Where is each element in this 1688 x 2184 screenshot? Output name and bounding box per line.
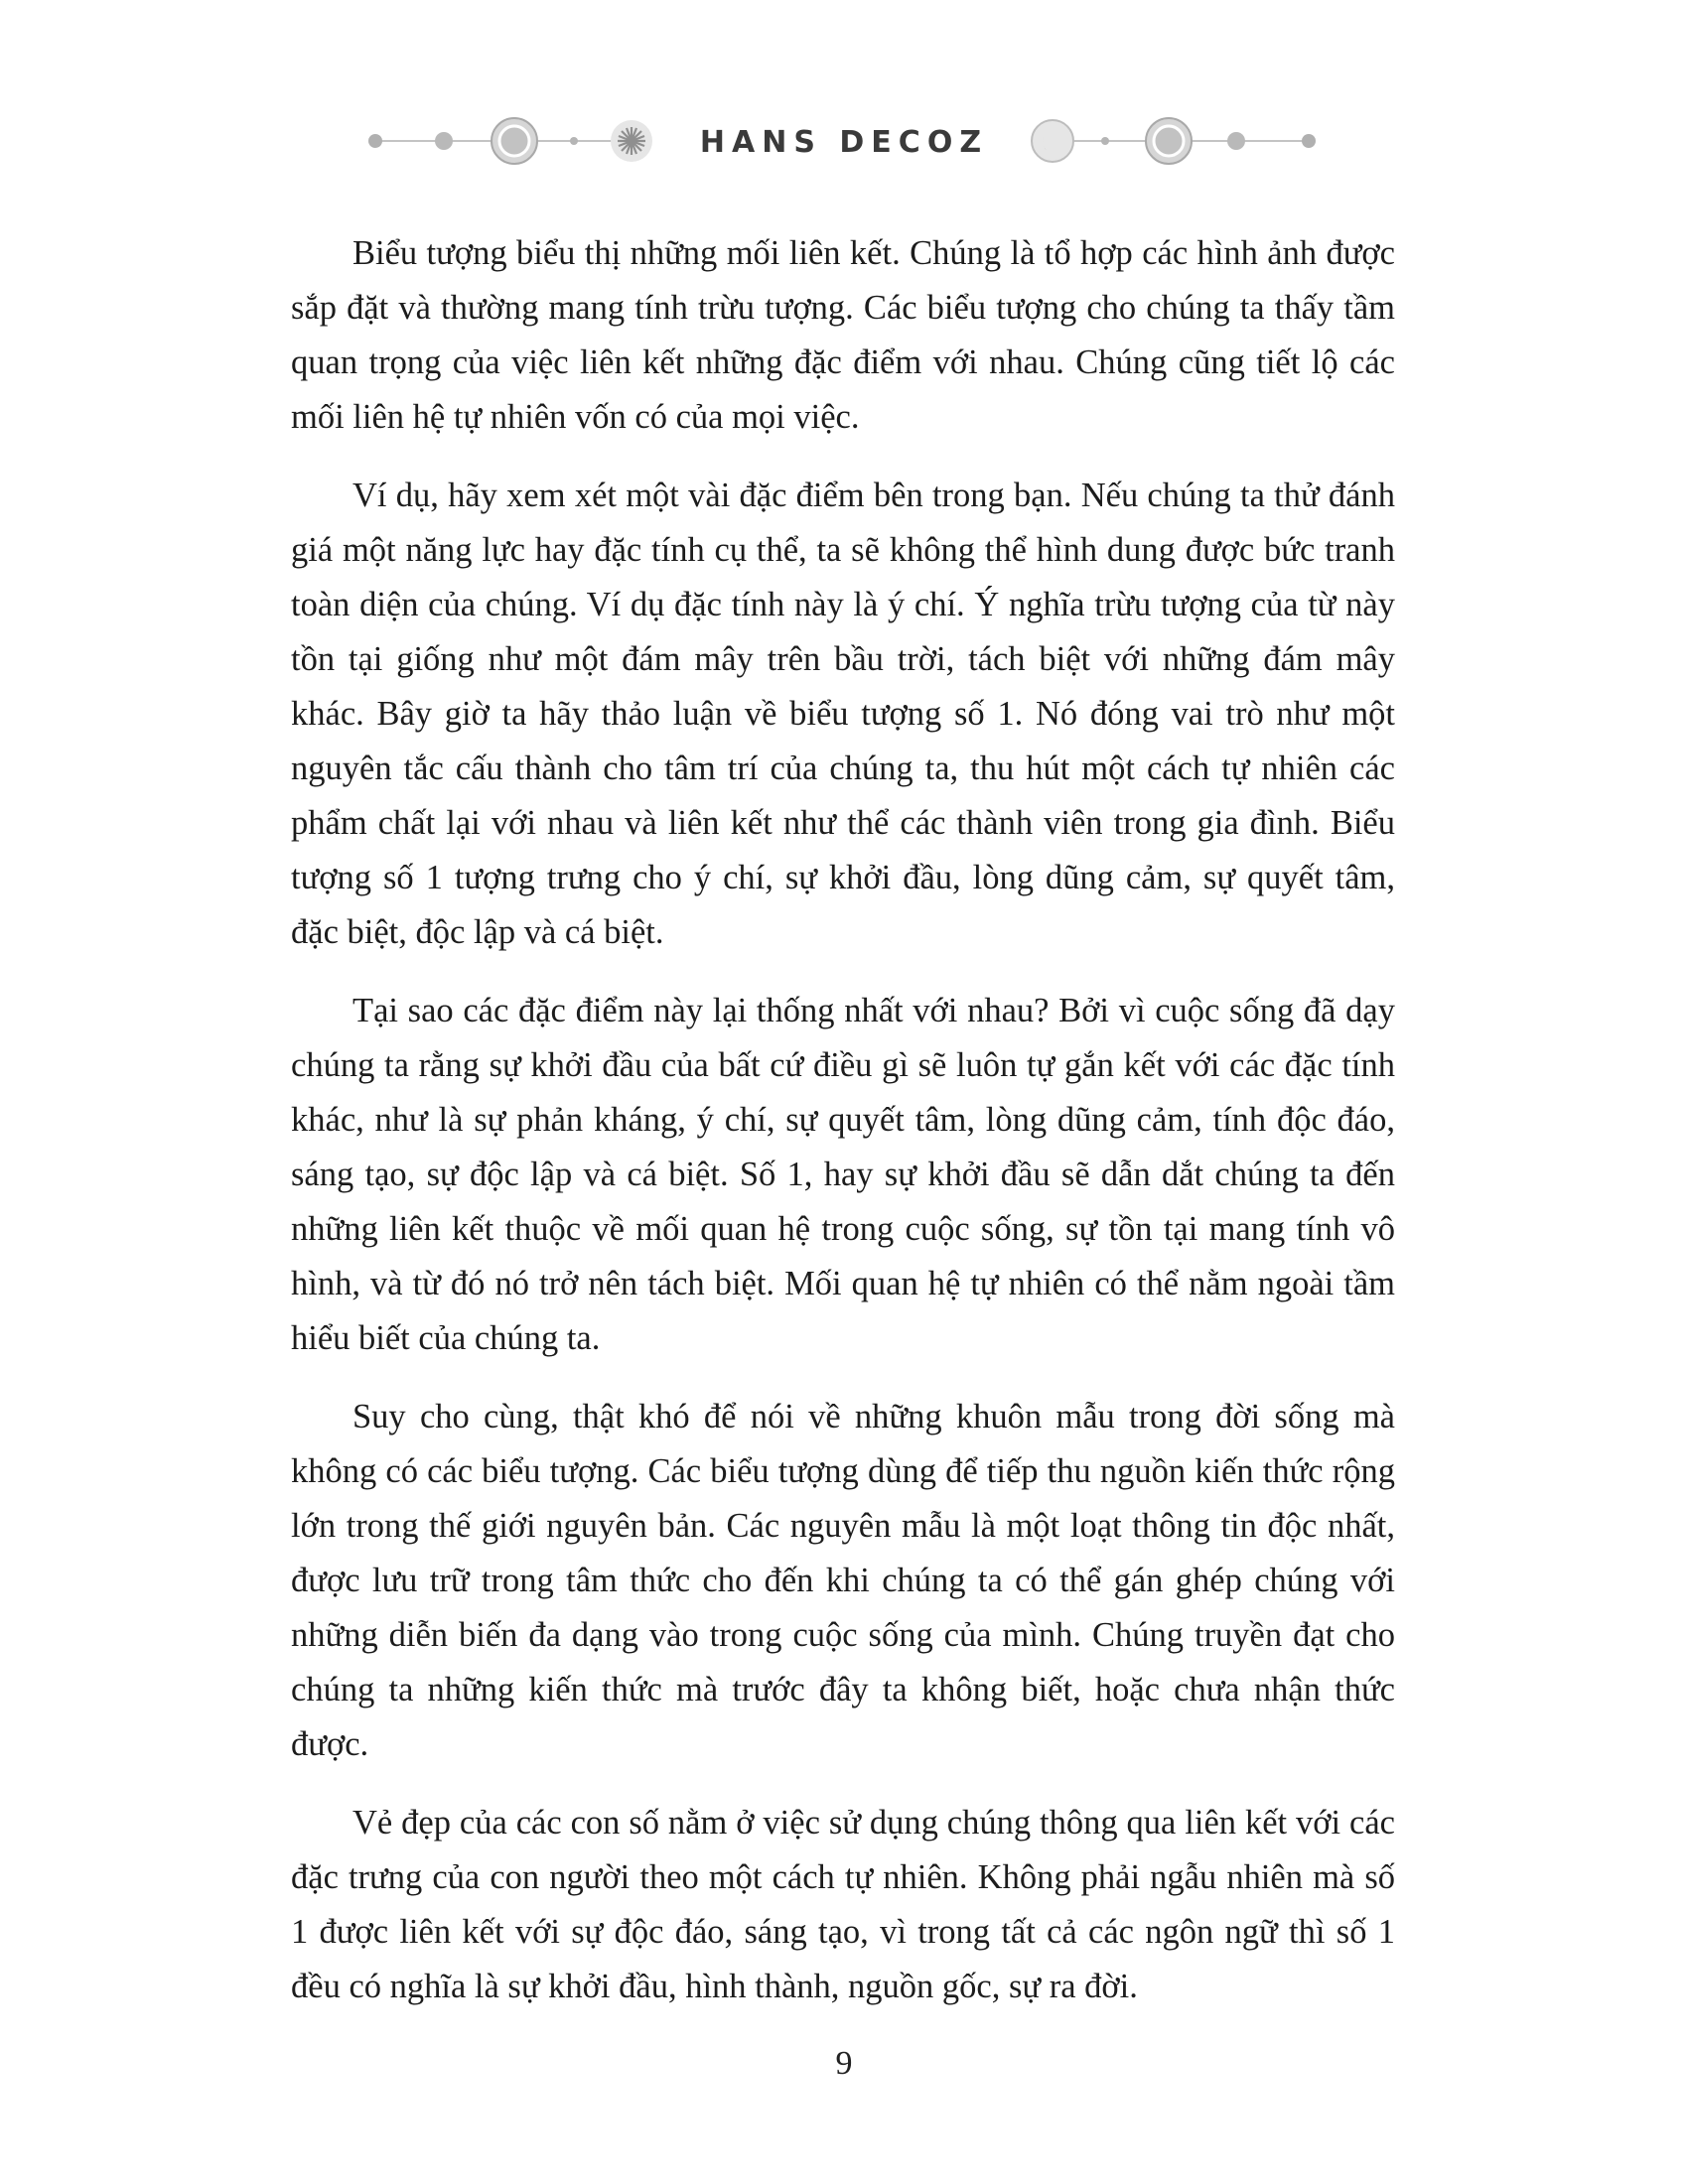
running-header-author: HANS DECOZ: [699, 125, 989, 160]
page-header: [0, 99, 1688, 189]
paragraph-2: Ví dụ, hãy xem xét một vài đặc điểm bên trong bạn. Nếu chúng ta thử đánh giá một năng lực hay đặc tính cụ thể, ta sẽ không thể hình dung được bức tranh toàn diện của chúng. Ví dụ đặc tính này là ý chí. Ý nghĩa trừu tượng của từ này tồn tại giống như một đám mây trên bầu trời, tách biệt với những đám mây khác. Bây giờ ta hãy thảo luận về biểu tượng số 1. Nó đóng vai trò như một nguyên tắc cấu thành cho tâm trí của chúng ta, thu hút một cách tự nhiên các phẩm chất lại với nhau và liên kết như thể các thành viên trong gia đình. Biểu tượng số 1 tượng trưng cho ý chí, sự khởi đầu, lòng dũng cảm, sự quyết tâm, đặc biệt, độc lập và cá biệt.: [291, 477, 1395, 951]
page-number: 9: [835, 2045, 853, 2082]
paragraph-3: Tại sao các đặc điểm này lại thống nhất với nhau? Bởi vì cuộc sống đã dạy chúng ta rằng sự khởi đầu của bất cứ điều gì sẽ luôn tự gắn kết với các đặc tính khác, như là sự phản kháng, ý chí, sự quyết tâm, lòng dũng cảm, tính độc đáo, sáng tạo, sự độc lập và cá biệt. Số 1, hay sự khởi đầu sẽ dẫn dắt chúng ta đến những liên kết thuộc về mối quan hệ trong cuộc sống, sự tồn tại mang tính vô hình, và từ đó nó trở nên tách biệt. Mối quan hệ tự nhiên có thể nằm ngoài tầm hiểu biết của chúng ta.: [291, 992, 1395, 1357]
body-text: [291, 226, 1395, 2038]
paragraph-5: Vẻ đẹp của các con số nằm ở việc sử dụng chúng thông qua liên kết với các đặc trưng của con người theo một cách tự nhiên. Không phải ngẫu nhiên mà số 1 được liên kết với sự độc đáo, sáng tạo, vì trong tất cả các ngôn ngữ thì số 1 đều có nghĩa là sự khởi đầu, hình thành, nguồn gốc, sự ra đời.: [291, 1804, 1395, 2005]
paragraph-4: Suy cho cùng, thật khó để nói về những khuôn mẫu trong đời sống mà không có các biểu tượng. Các biểu tượng dùng để tiếp thu nguồn kiến thức rộng lớn trong thế giới nguyên bản. Các nguyên mẫu là một loạt thông tin độc nhất, được lưu trữ trong tâm thức cho đến khi chúng ta có thể gán ghép chúng với những diễn biến đa dạng vào trong cuộc sống của mình. Chúng truyền đạt cho chúng ta những kiến thức mà trước đây ta không biết, hoặc chưa nhận thức được.: [291, 1398, 1395, 1763]
paragraph-1: Biểu tượng biểu thị những mối liên kết. Chúng là tổ hợp các hình ảnh được sắp đặt và thường mang tính trừu tượng. Các biểu tượng cho chúng ta thấy tầm quan trọng của việc liên kết những đặc điểm với nhau. Chúng cũng tiết lộ các mối liên hệ tự nhiên vốn có của mọi việc.: [291, 234, 1395, 436]
